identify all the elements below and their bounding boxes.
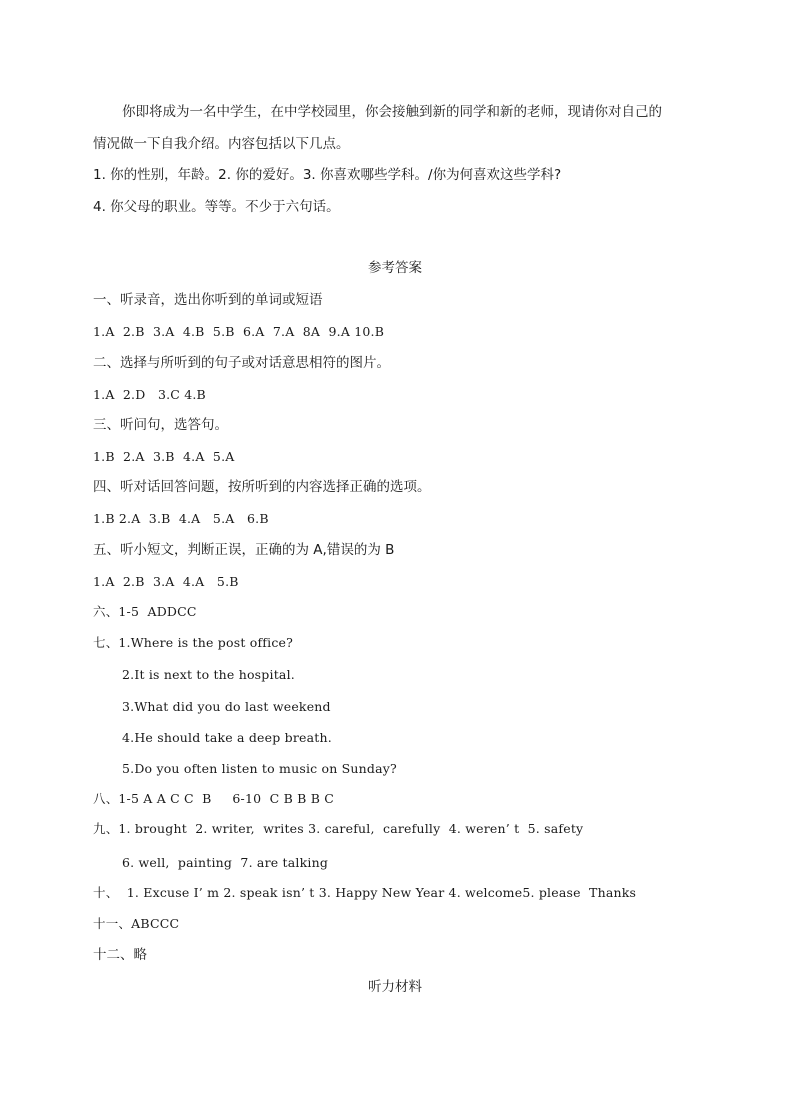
section-3-answers: 1.B 2.A 3.B 4.A 5.A: [93, 449, 235, 464]
section-10-answers: 十、 1. Excuse I’ m 2. speak isn’ t 3. Happy New Year 4. welcome5. please Thanks: [93, 885, 637, 900]
intro-line-3: 1. 你的性别，年龄。2. 你的爱好。3. 你喜欢哪些学科。/你为何喜欢这些学科?: [93, 167, 562, 183]
section-1-title: 一、听录音，选出你听到的单词或短语: [93, 292, 323, 308]
section-5-title: 五、听小短文，判断正误，正确的为 A,错误的为 B: [93, 542, 395, 558]
answers-title: 参考答案: [368, 260, 422, 276]
section-6-answers: 六、1-5 ADDCC: [93, 604, 197, 619]
section-2-title: 二、选择与所听到的句子或对话意思相符的图片。: [93, 355, 390, 371]
intro-line-2: 情况做一下自我介绍。内容包括以下几点。: [93, 136, 350, 152]
section-4-title: 四、听对话回答问题，按所听到的内容选择正确的选项。: [93, 479, 431, 495]
section-9-line-2: 6. well, painting 7. are talking: [122, 855, 329, 870]
section-7-line-5: 5.Do you often listen to music on Sunday?: [122, 761, 397, 776]
section-7-line-3: 3.What did you do last weekend: [122, 699, 331, 714]
section-11-answers: 十一、ABCCC: [93, 916, 180, 931]
section-7-line-2: 2.It is next to the hospital.: [122, 667, 295, 682]
section-1-answers: 1.A 2.B 3.A 4.B 5.B 6.A 7.A 8A 9.A 10.B: [93, 324, 385, 339]
section-9-line-1: 九、1. brought 2. writer, writes 3. careful, carefully 4. weren’ t 5. safety: [93, 821, 584, 836]
section-12-answers: 十二、略: [93, 947, 147, 963]
listening-title: 听力材料: [368, 979, 422, 995]
section-7-line-4: 4.He should take a deep breath.: [122, 730, 332, 745]
intro-line-4: 4. 你父母的职业。等等。不少于六句话。: [93, 199, 340, 215]
section-7-line-1: 七、1.Where is the post office?: [93, 635, 294, 650]
section-8-answers: 八、1-5 A A C C B 6-10 C B B B C: [93, 791, 335, 806]
section-2-answers: 1.A 2.D 3.C 4.B: [93, 387, 206, 402]
intro-line-1: 你即将成为一名中学生，在中学校园里，你会接触到新的同学和新的老师，现请你对自己的: [122, 104, 662, 120]
section-3-title: 三、听问句，选答句。: [93, 417, 228, 433]
section-4-answers: 1.B 2.A 3.B 4.A 5.A 6.B: [93, 511, 269, 526]
section-5-answers: 1.A 2.B 3.A 4.A 5.B: [93, 574, 239, 589]
